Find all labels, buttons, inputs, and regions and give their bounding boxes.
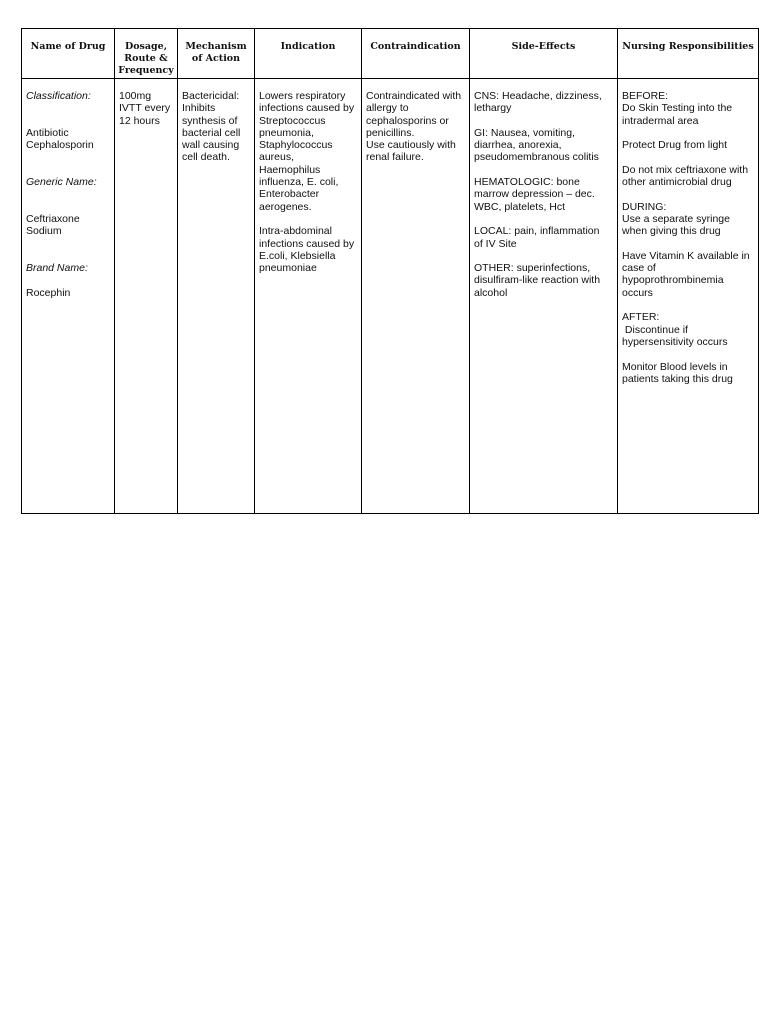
generic-name-value: Ceftriaxone Sodium	[26, 212, 80, 238]
cell-indication	[255, 79, 362, 514]
cell-nursing-responsibilities	[618, 79, 759, 514]
indication-intra-abdominal: Intra-abdominal infections caused by E.coli, Klebsiella pneumoniae	[259, 225, 355, 275]
brand-name-label: Brand Name:	[26, 262, 88, 275]
table-row	[22, 79, 759, 514]
cell-mechanism: Bactericidal: Inhibits synthesis of bacterial cell wall causing cell death.	[178, 79, 255, 514]
cell-name-of-drug	[22, 79, 115, 514]
nursing-during-item: Have Vitamin K available in case of hypoprothrombinemia occurs	[622, 249, 750, 299]
side-effects-hematologic: HEMATOLOGIC: bone marrow depression – dec. WBC, platelets, Hct	[474, 176, 595, 213]
nursing-before-item: Do Skin Testing into the intradermal area	[622, 102, 733, 127]
column-header-contraindication: Contraindication	[362, 29, 470, 79]
cell-side-effects	[470, 79, 618, 514]
side-effects-other: OTHER: superinfections, disulfiram-like reaction with alcohol	[474, 262, 601, 299]
nursing-during-item: Use a separate syringe when giving this drug	[622, 212, 730, 238]
side-effects-gi: GI: Nausea, vomiting, diarrhea, anorexia, pseudomembranous colitis	[474, 126, 599, 164]
nursing-during-label: DURING:	[622, 200, 667, 213]
indication-respiratory: Lowers respiratory infections caused by Streptococcus pneumonia, Staphylococcus aureus, Haemophilus influenza, E. coli, Enterobacter aerogenes.	[259, 90, 355, 213]
generic-name-label: Generic Name:	[26, 176, 97, 189]
header-row	[22, 29, 759, 79]
nursing-before-item: Protect Drug from light	[622, 139, 728, 152]
nursing-after-label: AFTER:	[622, 311, 660, 324]
column-header-name-of-drug: Name of Drug	[22, 29, 115, 79]
column-header-dosage: Dosage, Route & Frequency	[115, 29, 178, 79]
classification-label: Classification:	[26, 90, 91, 102]
nursing-before-item: Do not mix ceftriaxone with other antimicrobial drug	[622, 163, 749, 189]
nursing-after-item: Monitor Blood levels in patients taking this drug	[622, 360, 733, 385]
side-effects-local: LOCAL: pain, inflammation of IV Site	[474, 225, 600, 250]
nursing-after-item: Discontinue if hypersensitivity occurs	[622, 323, 728, 348]
nursing-before-label: BEFORE:	[622, 90, 669, 102]
drug-study-table	[21, 28, 759, 514]
classification-value: Antibiotic Cephalosporin	[26, 126, 94, 152]
brand-name-value: Rocephin	[26, 286, 71, 299]
column-header-indication: Indication	[255, 29, 362, 79]
side-effects-cns: CNS: Headache, dizziness, lethargy	[474, 90, 602, 115]
cell-dosage: 100mg IVTT every 12 hours	[115, 79, 178, 514]
column-header-side-effects: Side-Effects	[470, 29, 618, 79]
column-header-mechanism: Mechanism of Action	[178, 29, 255, 79]
cell-contraindication: Contraindicated with allergy to cephalosporins or penicillins. Use cautiously with renal failure.	[362, 79, 470, 514]
column-header-nursing-responsibilities: Nursing Responsibilities	[618, 29, 759, 79]
